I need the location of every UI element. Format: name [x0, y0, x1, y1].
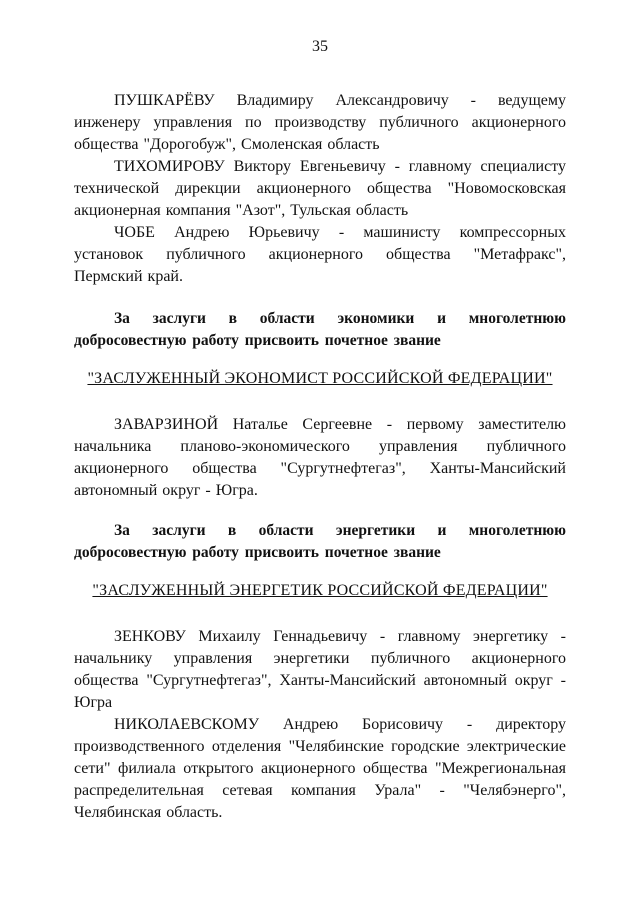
- page-number: 35: [312, 38, 328, 55]
- award-paragraph-nikolaevsky: НИКОЛАЕВСКОМУ Андрею Борисовичу - директору производственного отделения "Челябинские городские электрические сети" филиала открытого акционерного общества "Межрегиональная распределительная сетевая компания Урала" - "Челябэнерго", Челябинская область.: [74, 716, 566, 821]
- award-paragraph-pushkarev: ПУШКАРЁВУ Владимиру Александровичу - ведущему инженеру управления по производству публичного акционерного общества "Дорогобуж", Смоленская область: [74, 92, 566, 153]
- award-paragraph-zavarzina: ЗАВАРЗИНОЙ Наталье Сергеевне - первому заместителю начальника планово-экономического управления публичного акционерного общества "Сургутнефтегаз", Ханты-Мансийский автономный округ - Югра.: [74, 416, 566, 499]
- award-paragraph-chobe: ЧОБЕ Андрею Юрьевичу - машинисту компрессорных установок публичного акционерного общества "Метафракс", Пермский край.: [74, 224, 566, 285]
- award-paragraph-tikhomirov: ТИХОМИРОВУ Виктору Евгеньевичу - главному специалисту технической дирекции акционерного общества "Новомосковская акционерная компания "Азот", Тульская область: [74, 158, 566, 219]
- economist-title: "ЗАСЛУЖЕННЫЙ ЭКОНОМИСТ РОССИЙСКОЙ ФЕДЕРАЦИИ": [87, 370, 553, 387]
- energetic-title: "ЗАСЛУЖЕННЫЙ ЭНЕРГЕТИК РОССИЙСКОЙ ФЕДЕРАЦИИ": [92, 582, 548, 599]
- energetic-intro: За заслуги в области энергетики и многолетнюю добросовестную работу присвоить почетное звание: [74, 522, 566, 561]
- award-paragraph-zenkov: ЗЕНКОВУ Михаилу Геннадьевичу - главному энергетику - начальнику управления энергетики публичного акционерного общества "Сургутнефтегаз", Ханты-Мансийский автономный округ - Югра: [74, 628, 566, 711]
- economist-intro: За заслуги в области экономики и многолетнюю добросовестную работу присвоить почетное звание: [74, 310, 566, 349]
